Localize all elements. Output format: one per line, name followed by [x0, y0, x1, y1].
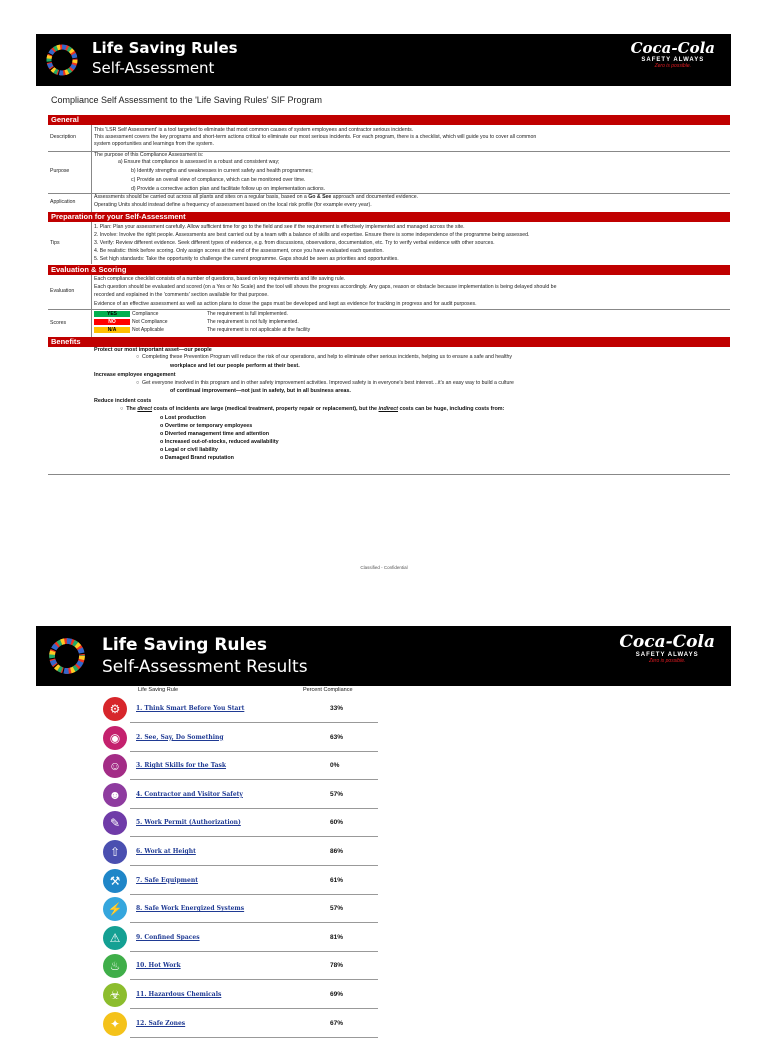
- chemical-icon: ☣: [103, 983, 127, 1007]
- rule-link[interactable]: 9. Confined Spaces: [136, 933, 200, 941]
- section-preparation: Preparation for your Self-Assessment: [48, 212, 730, 222]
- rule-link[interactable]: 10. Hot Work: [136, 962, 181, 970]
- rule-link[interactable]: 11. Hazardous Chemicals: [136, 991, 222, 998]
- tip-line: 1. Plan: Plan your assessment carefully. Allow sufficient time for go to the field and see if the requirement is effectively implemented and managed across the site.: [94, 224, 465, 230]
- score-description: The requirement is not fully implemented.: [207, 319, 299, 325]
- rule-link[interactable]: 5. Work Permit (Authorization): [136, 819, 241, 827]
- purpose-line: d) Provide a corrective action plan and facilitate follow up on implementation actions.: [131, 186, 326, 192]
- lightning-icon: ⚡: [103, 897, 127, 921]
- banner-title: Life Saving Rules: [102, 635, 267, 655]
- people-icon: ☺: [103, 754, 127, 778]
- percent-compliance: 57%: [330, 790, 344, 798]
- score-badge: N/A: [94, 327, 130, 333]
- percent-compliance: 78%: [330, 962, 344, 970]
- cost-item: o Overtime or temporary employees: [160, 423, 253, 429]
- result-row: [100, 724, 378, 752]
- description-line: This assessment covers the key programs and short-term actions critical to eliminate our most serious incidents. For each program, there is a checklist, which will guide you to cover all common: [94, 134, 537, 140]
- permit-icon: ✎: [103, 811, 127, 835]
- scores-label: Scores: [50, 320, 67, 326]
- score-name: Not Compliance: [132, 319, 168, 325]
- result-row: [100, 695, 378, 723]
- banner-subtitle: Self-Assessment: [92, 59, 215, 77]
- percent-compliance: 63%: [330, 733, 344, 741]
- application-line: Assessments should be carried out across all plants and sites on a regular basis, based on a Go & See approach and documented evidence.: [94, 194, 419, 200]
- percent-compliance: 67%: [330, 1019, 344, 1027]
- rule-link[interactable]: 3. Right Skills for the Task: [136, 762, 227, 770]
- benefit-text: ○ Get everyone involved in this program and in other safety improvement activities. Improved safety is in everyone's best interest…it's an easy way to build a culture: [136, 380, 514, 386]
- benefit-text-bold: ○ The direct costs of incidents are large (medical treatment, property repair or replacement), but the indirect costs can be huge, including costs from:: [120, 406, 505, 412]
- evaluation-line: Evidence of an effective assessment as well as action plans to close the gaps must be developed and kept as evidence for tracking in progress and for audit purposes.: [94, 301, 477, 307]
- brand-logo: [619, 632, 715, 664]
- rule-link[interactable]: 2. See, Say, Do Something: [136, 733, 224, 741]
- banner-subtitle: Self-Assessment Results: [102, 657, 308, 677]
- percent-compliance: 61%: [330, 876, 344, 884]
- equipment-icon: ⚒: [103, 869, 127, 893]
- result-row: [100, 924, 378, 952]
- flame-icon: ♨: [103, 954, 127, 978]
- description-line: system opportunities and learnings from the system.: [94, 141, 214, 147]
- eye-icon: ◉: [103, 726, 127, 750]
- tip-line: 5. Set high standards: Take the opportunity to challenge the current programme. Gaps should be seen as priorities and opportunities.: [94, 256, 399, 262]
- benefit-text-bold: of continual improvement—not just in safety, but in all business areas.: [170, 388, 351, 394]
- benefit-text-bold: workplace and let our people perform at their best.: [170, 363, 300, 369]
- description-line: This 'LSR Self Assessment' is a tool targeted to eliminate that most common causes of system employees and contractor serious incidents.: [94, 127, 414, 133]
- score-description: The requirement is not applicable at the facility: [207, 327, 311, 333]
- brand-logo: [631, 39, 715, 69]
- cost-item: o Lost production: [160, 415, 206, 421]
- brand-tagline: SAFETY ALWAYS: [635, 652, 699, 658]
- brain-icon: ⚙: [103, 697, 127, 721]
- evaluation-line: Each compliance checklist consists of a number of questions, based on key requirements and life saving rule.: [94, 276, 346, 282]
- purpose-line: a) Ensure that compliance is assessed in a robust and consistent way;: [118, 159, 280, 165]
- section-evaluation: Evaluation & Scoring: [48, 265, 730, 275]
- brand-slogan: Zero is possible.: [648, 658, 686, 664]
- rule-link[interactable]: 1. Think Smart Before You Start: [136, 705, 245, 712]
- evaluation-line: recorded and explained in the 'comments' section available for that purpose.: [94, 292, 269, 298]
- application-line: Operating Units should instead define a frequency of assessment based on the local risk profile (for example every year).: [94, 202, 372, 208]
- benefit-heading: Protect our most important asset—our people: [94, 347, 212, 353]
- score-name: Not Applicable: [132, 327, 164, 333]
- brand-name: Coca-Cola: [619, 632, 715, 652]
- column-header-rule: Life Saving Rule: [138, 687, 179, 693]
- document-title: Compliance Self Assessment to the 'Life Saving Rules' SIF Program: [51, 95, 323, 105]
- percent-compliance: 86%: [330, 848, 344, 855]
- ladder-icon: ⇧: [103, 840, 127, 864]
- brand-tagline: SAFETY ALWAYS: [641, 57, 705, 63]
- result-row: [100, 895, 378, 923]
- result-row: [100, 838, 378, 866]
- confined-space-icon: ⚠: [103, 926, 127, 950]
- purpose-line: b) Identify strengths and weaknesses in current safety and health programmes;: [131, 168, 313, 174]
- evaluation-line: Each question should be evaluated and scored (on a Yes or No Scale) and the tool will shows the progress accordingly. Any gaps, reason or obstacle because implementation is being delayed should be: [94, 284, 557, 290]
- banner-title: Life Saving Rules: [92, 39, 238, 57]
- score-name: Compliance: [132, 311, 159, 317]
- percent-compliance: 57%: [330, 905, 344, 913]
- rule-link[interactable]: 12. Safe Zones: [136, 1019, 186, 1027]
- result-row: [100, 952, 378, 980]
- group-icon: ☻: [103, 783, 127, 807]
- score-description: The requirement is full implemented.: [207, 311, 288, 317]
- classification-footer: Classified - Confidential: [360, 565, 408, 570]
- score-badge: YES: [94, 311, 130, 317]
- cost-item: o Diverted management time and attention: [160, 431, 270, 437]
- purpose-label: Purpose: [50, 168, 70, 174]
- description-label: Description: [50, 134, 76, 140]
- tip-line: 3. Verify: Review different evidence. Seek different types of evidence, e.g. from discussions, observations, documentation, etc. Try to verify verbal evidence with other sources.: [94, 240, 495, 246]
- percent-compliance: 0%: [330, 762, 340, 770]
- purpose-line: c) Provide an overall view of compliance, which can be monitored over time.: [131, 177, 306, 183]
- section-general: General: [48, 115, 730, 125]
- bulb-icon: ✦: [103, 1012, 127, 1036]
- percent-compliance: 60%: [330, 819, 344, 827]
- application-label: Application: [50, 199, 76, 205]
- benefit-heading: Increase employee engagement: [94, 372, 176, 378]
- lsr-logo-ring-icon: [44, 633, 90, 679]
- tip-line: 4. Be realistic: think before scoring. Only assign scores at the end of the assessment, once you have evaluated each question.: [94, 248, 384, 254]
- result-row: [100, 752, 378, 780]
- result-row: [100, 867, 378, 895]
- section-benefits: Benefits: [48, 337, 730, 347]
- result-row: [100, 781, 378, 809]
- column-header-percent: Percent Compliance: [303, 687, 353, 693]
- benefit-heading: Reduce incident costs: [94, 398, 152, 404]
- percent-compliance: 81%: [330, 933, 344, 941]
- result-row: [100, 809, 378, 837]
- lsr-logo-ring-icon: [42, 39, 82, 81]
- rule-link[interactable]: 6. Work at Height: [136, 848, 196, 855]
- rule-link[interactable]: 4. Contractor and Visitor Safety: [136, 790, 243, 798]
- rule-link[interactable]: 8. Safe Work Energized Systems: [136, 905, 245, 913]
- percent-compliance: 33%: [330, 705, 344, 712]
- tips-label: Tips: [50, 240, 60, 246]
- header-banner: [36, 34, 731, 86]
- cost-item: o Damaged Brand reputation: [160, 455, 234, 461]
- result-row: [100, 981, 378, 1009]
- score-badge: NO: [94, 319, 130, 325]
- brand-slogan: Zero is possible.: [654, 63, 691, 69]
- rule-link[interactable]: 7. Safe Equipment: [136, 876, 198, 884]
- results-banner: [36, 626, 731, 686]
- cost-item: o Increased out-of-stocks, reduced availability: [160, 439, 279, 445]
- evaluation-label: Evaluation: [50, 288, 75, 294]
- brand-name: Coca-Cola: [630, 39, 715, 57]
- purpose-line: The purpose of this Compliance Assessment is:: [94, 152, 204, 158]
- percent-compliance: 69%: [330, 991, 344, 998]
- tip-line: 2. Involve: Involve the right people. Assessments are best carried out by a team with a balance of skills and expertise. Ensure there is some independence of the programme being assessed.: [94, 232, 530, 238]
- benefit-text: ○ Completing these Prevention Program will reduce the risk of our operations, and help to eliminate other serious incidents, helping us to ensure a safe and healthy: [136, 354, 512, 360]
- cost-item: o Legal or civil liability: [160, 447, 218, 453]
